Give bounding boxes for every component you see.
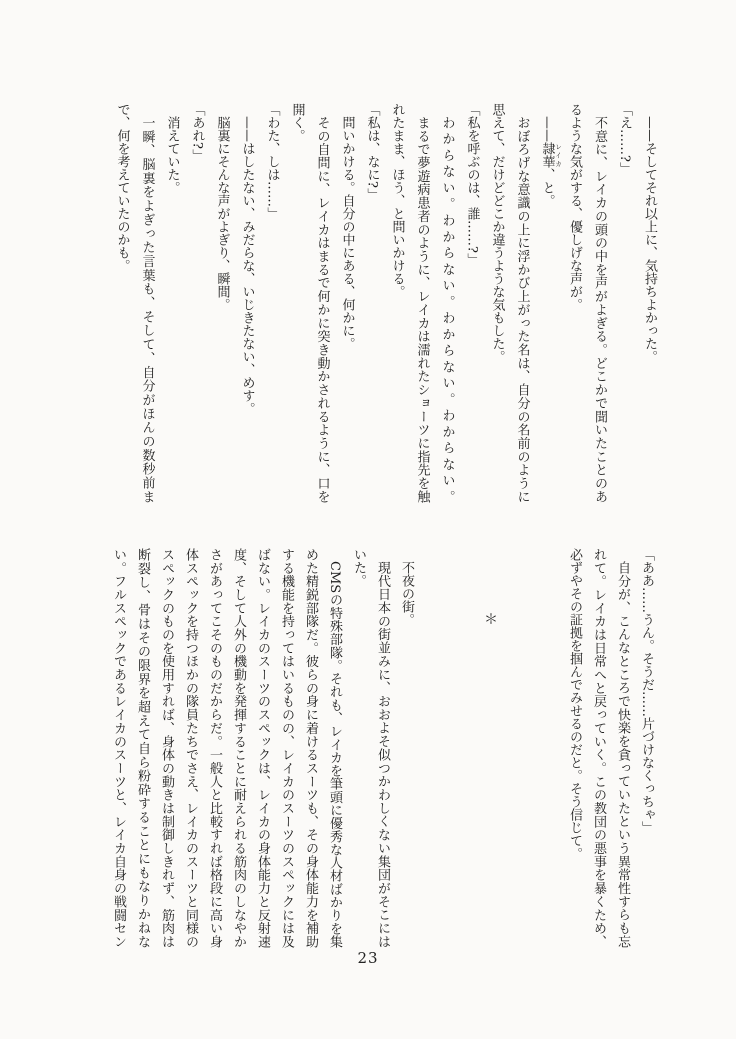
section-divider: ＊: [482, 612, 498, 626]
text-line: めた精鋭部隊だ。彼らの身に着けるスーツも、その身体能力を補助: [303, 548, 318, 948]
text-line: ばない。レイカのスーツのスペックは、レイカの身体能力と反射速: [255, 548, 270, 948]
text-line: 「私は、なに?」: [364, 103, 380, 201]
text-line: い。フルスペックであるレイカのスーツと、レイカ自身の戦闘セン: [111, 548, 126, 948]
text-line: 「ああ……うん。そうだ……片づけなくっちゃ」: [639, 548, 654, 834]
text-line: 必ずやその証拠を掴んでみせるのだと。そう信じて。: [567, 548, 582, 860]
text-line: 一瞬、脳裏をよぎった言葉も、そして、自分がほんの数秒前ま: [139, 116, 155, 503]
text-line: 開く。: [289, 103, 305, 142]
ruby-furigana: 隷華 レイカ: [539, 142, 562, 168]
text-line: 思えて、だけどどこか違うような気もした。: [489, 103, 505, 363]
text-line: れて。レイカは日常へと戻っていく。この教団の悪事を暴くため、: [591, 548, 606, 948]
text-line: いた。: [351, 548, 366, 587]
text-line: スペックのものを使用すれば、身体の動きは制御しきれず、筋肉は: [159, 548, 174, 948]
text-line: CMSの特殊部隊。それも、レイカを筆頭に優秀な人材ばかりを集: [327, 561, 342, 948]
text-line: れたまま、ほう、と問いかける。: [389, 103, 405, 298]
text-line: で、何を考えていたのかも。: [114, 103, 130, 272]
text-line: 現代日本の街並みに、おおよそ似つかわしくない集団がそこには: [375, 561, 390, 948]
text-line: 不意に、レイカの頭の中を声がよぎる。どこかで聞いたことのあ: [592, 116, 607, 503]
text-line: 「え……?」: [617, 103, 632, 175]
text-line: 脳裏にそんな声がよぎり、瞬間。: [214, 116, 230, 311]
text-line: 問いかける。自分の中にある、何かに。: [339, 116, 355, 350]
text-line: 体スペックを持つほかの隊員たちでさえ、レイカのスーツと同様の: [183, 548, 198, 948]
text-line: ——はしたない、みだらな、いじきたない、めす。: [239, 116, 255, 415]
text-line: おぼろげな意識の上に浮かび上がった名は、自分の名前のように: [514, 116, 530, 503]
text-line: わからない。わからない。わからない。わからない。: [439, 116, 455, 503]
text-line: 消えていた。: [164, 116, 180, 194]
text-line: まるで夢遊病患者のように、レイカは濡れたショーツに指先を触: [414, 116, 430, 503]
text-line: する機能を持ってはいるものの、レイカのスーツのスペックには及: [279, 548, 294, 948]
text-line: その自問に、レイカはまるで何かに突き動かされるように、口を: [314, 116, 330, 503]
text-block-top: [110, 103, 663, 503]
text-line: ——隷華 レイカ、と。: [539, 116, 562, 207]
text-line: 断裂し、骨はその限界を超えて自ら粉砕することにもなりかねな: [135, 548, 150, 948]
text-line: るような気がする、優しげな声が。: [567, 103, 582, 311]
text-line: 「私を呼ぶのは、誰……?」: [464, 103, 480, 266]
text-line: 度、そして人外の機動を発揮することに耐えられる筋肉のしなやか: [231, 548, 246, 948]
text-line: 不夜の街。: [399, 561, 414, 626]
text-line: 「わた、しは……」: [264, 103, 280, 220]
text-line: 「あれ?」: [189, 103, 205, 162]
text-line: さがあってこそのものだからだ。一般人と比較すれば格段に高い身: [207, 548, 222, 948]
text-line: 自分が、こんなところで快楽を貪っていたという異常性すらも忘: [615, 561, 630, 948]
page-number: 23: [357, 949, 379, 967]
text-line: ——そしてそれ以上に、気持ちよかった。: [642, 116, 657, 363]
text-block-bottom: [106, 548, 658, 948]
